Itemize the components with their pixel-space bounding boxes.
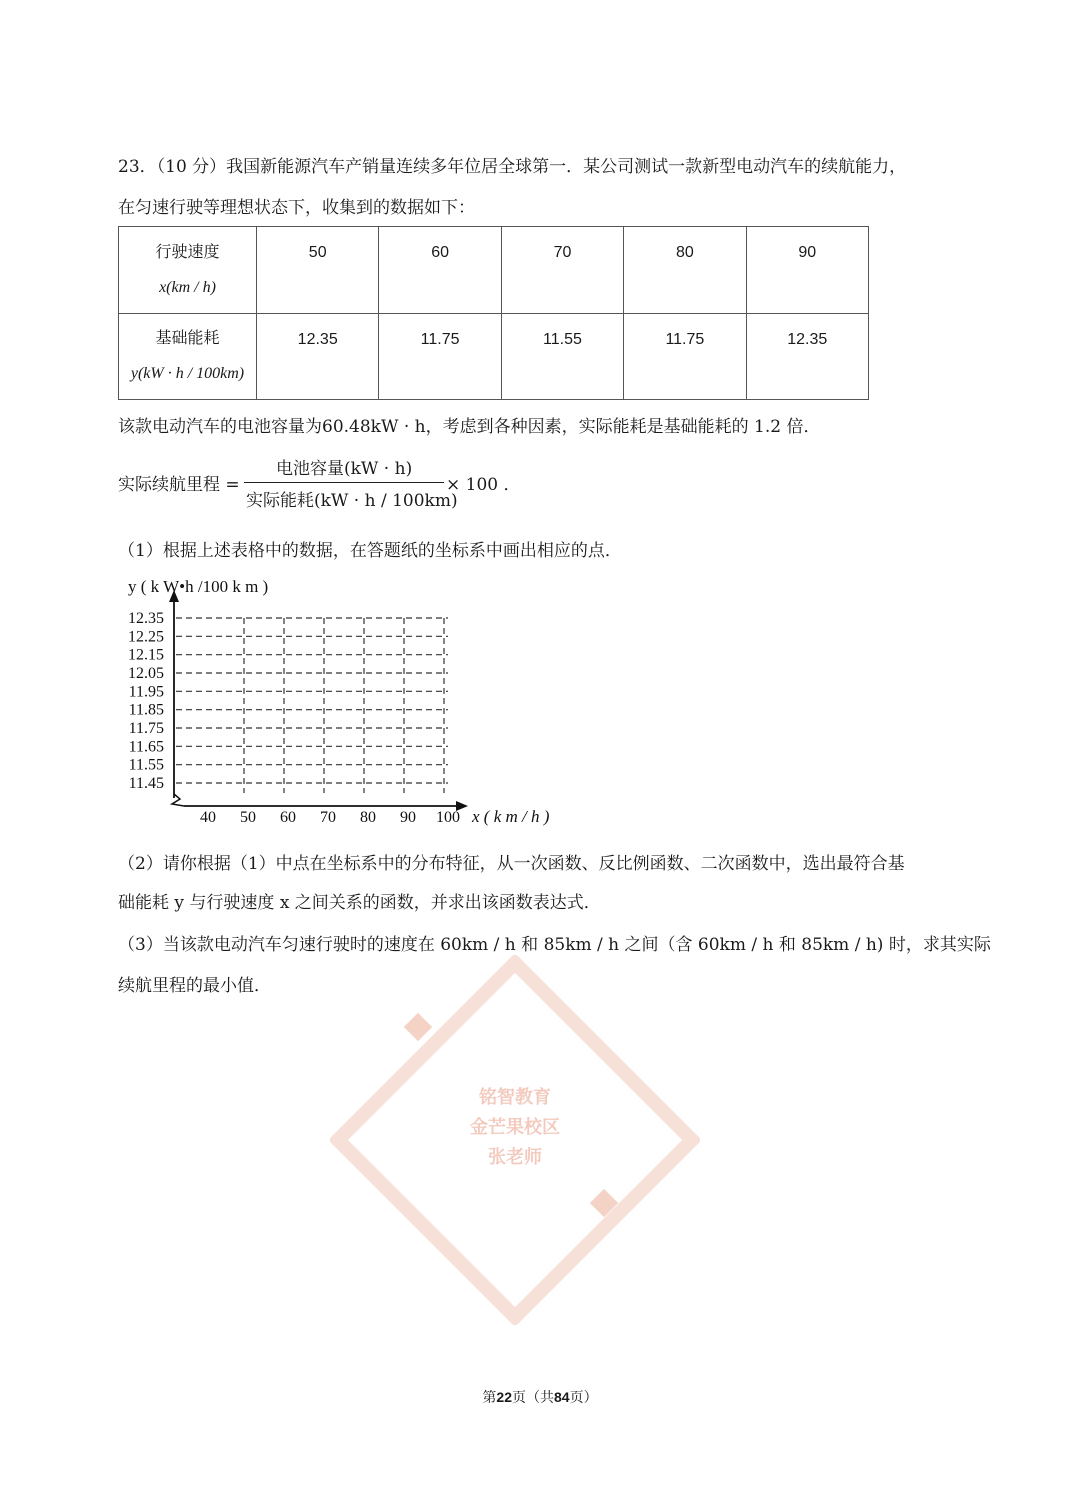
y-tick-label: 11.45 <box>128 775 164 792</box>
x-tick-label: 100 <box>436 809 460 826</box>
formula-numerator: 电池容量(kW · h) <box>276 459 413 479</box>
footer-page-number: 22 <box>496 1389 512 1405</box>
table-cell-consumption: 11.75 <box>379 313 501 400</box>
watermark <box>330 955 700 1325</box>
row-header-consumption-unit: y(kW · h / 100km) <box>130 365 245 383</box>
part-3-line-2: 续航里程的最小值． <box>118 976 271 996</box>
question-line-1: 23．（10 分）我国新能源汽车产销量连续多年位居全球第一．某公司测试一款新型电动汽车的续航能力， <box>118 157 907 177</box>
table-cell-consumption: 11.55 <box>501 313 623 400</box>
y-tick-label: 11.65 <box>128 738 164 756</box>
part-2-line-1: （2）请你根据（1）中点在坐标系中的分布特征，从一次函数、反比例函数、二次函数中，选出最符合基 <box>118 854 905 874</box>
y-tick-label: 12.05 <box>128 665 164 682</box>
table-cell-speed: 70 <box>501 227 623 314</box>
row-header-speed-unit: x(km / h) <box>159 278 216 296</box>
y-tick-label: 11.85 <box>128 701 164 719</box>
table-cell-speed: 90 <box>746 227 868 314</box>
y-tick-label: 12.35 <box>128 610 164 627</box>
part-1: （1）根据上述表格中的数据，在答题纸的坐标系中画出相应的点． <box>118 541 622 561</box>
x-tick-label: 50 <box>240 809 256 826</box>
table-cell-speed: 60 <box>379 227 501 314</box>
table-cell-consumption: 12.35 <box>257 313 379 400</box>
footer-total-pages: 84 <box>554 1389 570 1405</box>
table-cell-consumption: 12.35 <box>746 313 868 400</box>
y-tick-label: 11.75 <box>128 720 164 737</box>
formula-fraction-bar <box>244 482 444 483</box>
watermark-line-1: 铭智教育 <box>479 1087 551 1108</box>
battery-line: 该款电动汽车的电池容量为60.48kW · h，考虑到各种因素，实际能耗是基础能耗的 1.2 倍． <box>118 417 821 437</box>
table-row-consumption <box>119 313 869 400</box>
page-footer <box>0 1387 1080 1407</box>
footer-suffix: 页） <box>569 1390 598 1406</box>
x-tick-label: 40 <box>200 809 216 826</box>
y-tick-label: 11.95 <box>128 683 164 701</box>
formula-tail: × 100 ． <box>446 475 521 495</box>
table-cell-consumption: 11.75 <box>624 313 746 400</box>
x-tick-label: 80 <box>360 809 376 826</box>
footer-prefix: 第 <box>482 1390 497 1406</box>
x-tick-label: 70 <box>320 809 336 826</box>
part-3-line-1: （3）当该款电动汽车匀速行驶时的速度在 60km / h 和 85km / h 之间（含 60km / h 和 85km / h) 时，求其实际 <box>118 935 991 955</box>
x-tick-label: 60 <box>280 809 296 826</box>
y-tick-label: 12.15 <box>128 646 164 664</box>
y-tick-label: 12.25 <box>128 628 164 646</box>
data-table <box>118 226 869 400</box>
y-tick-label: 11.55 <box>128 756 164 774</box>
watermark-line-3: 张老师 <box>488 1147 542 1168</box>
watermark-line-2: 金芒果校区 <box>470 1117 560 1138</box>
x-tick-label: 90 <box>400 809 416 826</box>
formula-lhs: 实际续航里程 = <box>118 475 240 495</box>
row-header-consumption-label: 基础能耗 <box>155 328 220 348</box>
formula-denominator: 实际能耗(kW · h / 100km) <box>246 491 458 511</box>
footer-middle: 页（共 <box>512 1390 554 1406</box>
table-row-speed <box>119 227 869 314</box>
x-axis-title: x ( k m / h ) <box>472 807 550 826</box>
row-header-consumption <box>119 313 257 400</box>
table-cell-speed: 80 <box>624 227 746 314</box>
part-2-line-2: 础能耗 y 与行驶速度 x 之间关系的函数，并求出该函数表达式． <box>118 893 601 913</box>
coordinate-chart <box>108 570 568 830</box>
question-line-2: 在匀速行驶等理想状态下，收集到的数据如下： <box>118 198 475 218</box>
row-header-speed <box>119 227 257 314</box>
watermark-diamond <box>330 955 700 1325</box>
table-cell-speed: 50 <box>257 227 379 314</box>
y-axis-title: y ( k W•h /100 k m ) <box>128 577 269 596</box>
row-header-speed-label: 行驶速度 <box>155 241 220 261</box>
